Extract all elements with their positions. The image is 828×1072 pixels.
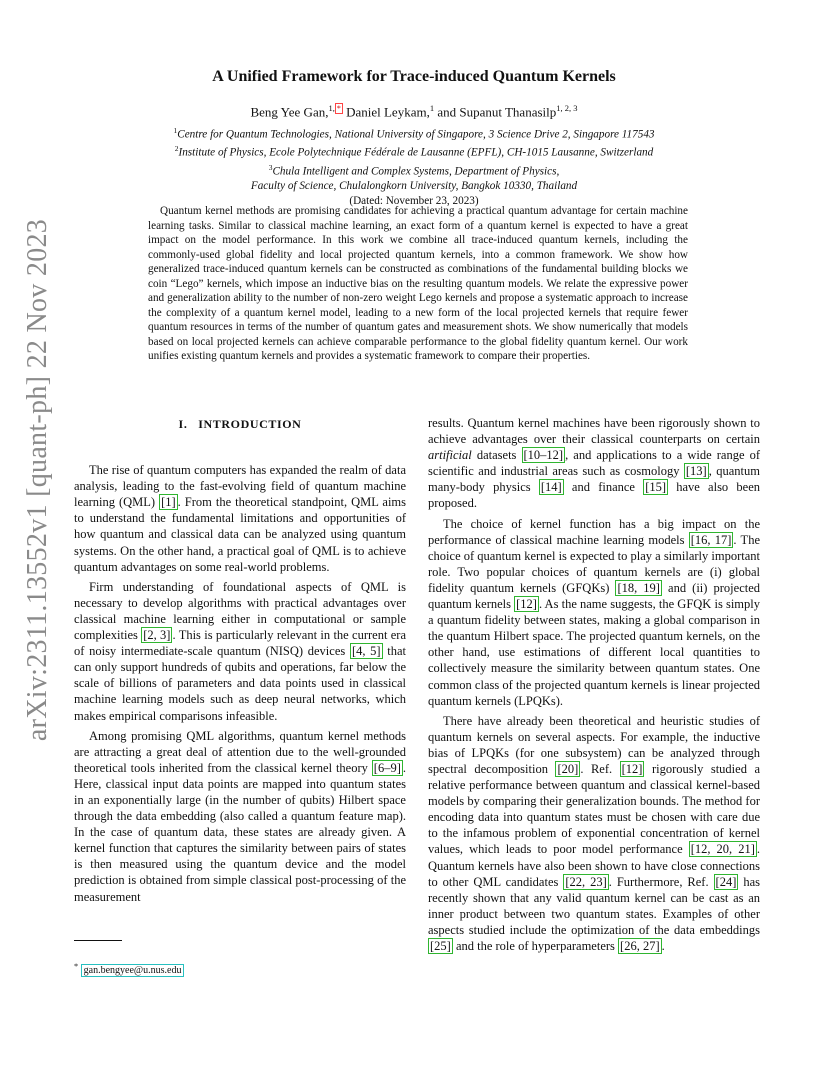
citation-link[interactable]: [14] [540, 480, 562, 495]
paper-title: A Unified Framework for Trace-induced Quantum Kernels [212, 68, 616, 85]
paragraph [74, 462, 406, 575]
author-affiliation-mark: 1, 2, 3 [556, 103, 578, 113]
paragraph [428, 415, 760, 512]
citation-link[interactable]: [1] [161, 495, 176, 510]
citation-link[interactable]: [6–9] [373, 760, 401, 775]
arxiv-identifier: arXiv:2311.13552v1 [quant-ph] 22 Nov 2023 [22, 218, 54, 742]
text-run: The choice of kernel function has a big impact on the performance of classical machine learning models [428, 516, 760, 547]
affiliation-number: 1 [173, 126, 178, 135]
citation-link[interactable]: [12] [516, 597, 537, 612]
footnote [74, 962, 184, 976]
text-run: . Quantum kernels have also been shown to have close connections to other QML candidates [428, 842, 760, 889]
text-run: . Here, classical input data points are mapped into quantum states in an exponentially large (in the number of qubits) Hilbert space through the data embedding (also called a quantum feature map). In the case of quantum data, these states are already given. A kernel function that captures the similarity between pairs of states is then measured using the quantum device and the model prediction is obtained from simple classical post-processing of the measurement [74, 760, 406, 904]
footnote-divider [74, 940, 122, 941]
right-column [428, 415, 760, 958]
author-affiliation-mark: 1 [429, 103, 435, 113]
text-run: Firm understanding of foundational aspects of QML is necessary to develop algorithms with practical advantages over classical machine learning either in computational or sample complexities [74, 579, 406, 643]
section-number: I. [178, 417, 188, 431]
emphasis-text: artificial [428, 448, 472, 463]
citation-link[interactable]: [25] [430, 939, 451, 953]
text-run: . Ref. [580, 761, 620, 776]
text-run: . [661, 939, 665, 953]
left-column [74, 415, 406, 909]
author-affiliation-mark: 1, [328, 103, 335, 113]
text-run: . As the name suggests, the GFQK is simply a quantum fidelity between states, making a global comparison in the quantum Hilbert space. The projected quantum kernels, on the other hand, use estimations of different local quantities to collectively measure the similarity between quantum states. One common class of the projected quantum kernels is linear projected quantum kernels (LPQKs). [428, 597, 760, 708]
text-run: and (ii) projected quantum kernels [428, 580, 761, 612]
citation-link[interactable]: [20] [557, 761, 579, 776]
affiliations [0, 124, 828, 208]
section-heading [74, 415, 406, 432]
citation-link[interactable]: [4, 5] [351, 644, 381, 659]
text-run: datasets [471, 448, 522, 463]
citation-link[interactable]: [26, 27] [620, 939, 660, 953]
text-run: . This is particularly relevant in the current era of noisy intermediate-scale quantum (NISQ) devices [74, 628, 407, 659]
author-name: Daniel Leykam, [342, 104, 430, 120]
author-name: Beng Yee Gan, [250, 104, 329, 120]
text-run: and the role of hyperparameters [452, 939, 619, 953]
text-run: has recently shown that any valid quantum kernel can be cast as an inner product between two quantum states. Examples of other aspects studied include the optimization of the data embeddings [428, 874, 760, 937]
text-run: that can only support hundreds of qubits and operations, far below the scale of billions of parameters and data points used in classical machine learning models such as deep neural networks, which makes empirical comparisons infeasible. [74, 644, 407, 723]
affiliation-text: Chula Intelligent and Complex Systems, Department of Physics, [272, 165, 560, 178]
affiliation-number: 2 [174, 144, 179, 154]
citation-link[interactable]: [18, 19] [617, 580, 660, 595]
date-line: (Dated: November 23, 2023) [349, 194, 479, 207]
affiliation-text: Centre for Quantum Technologies, National University of Singapore, 3 Science Drive 2, Singapore 117543 [177, 128, 655, 141]
author-name: and Supanut Thanasilp [434, 104, 557, 120]
text-run: , quantum many-body physics [428, 464, 760, 495]
affiliation-text: Institute of Physics, Ecole Polytechnique Fédérale de Lausanne (EPFL), CH-1015 Lausanne, Switzerland [178, 147, 654, 160]
abstract: Quantum kernel methods are promising candidates for achieving a practical quantum advantage for certain machine learning tasks. Similar to classical machine learning, an exact form of a quantum kernel is expected to have a great impact on the model performance. In this work we combine all trace-induced quantum kernels, including the commonly-used global fidelity and local projected quantum kernels, into a common framework. We show how generalized trace-induced quantum kernels can be constructed as combinations of the fundamental building blocks we coin “Lego” kernels, which impose an inductive bias on the resulting quantum models. We relate the expressive power and generalization ability to the number of non-zero weight Lego kernels and propose a systematic approach to increase the complexity of a quantum kernel model, leading to a new form of the local projected kernels that require fewer quantum resources in terms of the number of quantum gates and measurement shots. We show numerically that models based on local projected kernels can achieve comparable performance to the global fidelity quantum kernel. Our work unifies existing quantum kernels and provides a systematic framework to compare their properties. [148, 205, 688, 362]
paragraph [428, 516, 760, 709]
affiliation-line: Faculty of Science, Chulalongkorn University, Bangkok 10330, Thailand [250, 179, 578, 192]
paragraph [74, 579, 406, 724]
citation-link[interactable]: [13] [685, 464, 707, 479]
text-run: rigorously studied a relative performance between quantum and classical kernel-based models by comparing their generalization bounds. The method for encoding data into quantum states must be chosen with care due to the infamous problem of exponential concentration of kernel values, which leads to poor model performance [428, 761, 760, 857]
paragraph [74, 728, 406, 905]
footnote-mark: * [74, 962, 79, 971]
text-run: and finance [563, 480, 644, 495]
text-run: The rise of quantum computers has expanded the realm of data analysis, leading to the fast-evolving field of quantum machine learning (QML) [74, 463, 406, 510]
citation-link[interactable]: [2, 3] [143, 628, 171, 643]
footnote-link[interactable]: * [336, 104, 341, 113]
section-title: INTRODUCTION [198, 417, 302, 431]
author-line [0, 103, 828, 120]
citation-link[interactable]: [16, 17] [690, 532, 732, 547]
paragraph [428, 713, 760, 954]
affiliation-line [0, 124, 828, 142]
text-run: . Furthermore, Ref. [608, 874, 714, 889]
citation-link[interactable]: [10–12] [523, 448, 564, 463]
text-run: There have already been theoretical and heuristic studies of quantum kernels on several aspects. For example, the inductive bias of LPQKs (for one subsystem) can be analyzed through spectral decomposition [428, 713, 760, 776]
arxiv-watermark [18, 218, 58, 742]
affiliation-line [0, 161, 828, 179]
text-run: have also been proposed. [428, 480, 760, 511]
citation-link[interactable]: [15] [645, 480, 667, 495]
citation-link[interactable]: [12, 20, 21] [690, 842, 755, 857]
affiliation-line [0, 142, 828, 160]
citation-link[interactable]: [12] [621, 761, 643, 776]
text-run: . From the theoretical standpoint, QML aims to understand the fundamental limitations and opportunities of how quantum and classical data can be analyzed using quantum systems. On the other hand, a practical goal of QML is to achieve quantum advantages on some real-world problems. [74, 495, 406, 574]
email-link[interactable]: gan.bengyee@u.nus.edu [81, 964, 185, 977]
text-run: Among promising QML algorithms, quantum kernel methods are attracting a great deal of attention due to the well-grounded theoretical tools inherited from the classical kernel theory [74, 728, 406, 775]
affiliation-number: 3 [268, 162, 273, 172]
citation-link[interactable]: [22, 23] [565, 874, 607, 889]
text-run: results. Quantum kernel machines have been rigorously shown to achieve advantages over their classical counterparts on certain [428, 416, 760, 447]
text-run: . The choice of quantum kernel is expected to play a similarly important role. Two popular choices of quantum kernels are (i) global fidelity quantum kernels (GFQKs) [428, 532, 760, 595]
text-run: , and applications to a wide range of scientific and industrial areas such as cosmology [428, 448, 760, 479]
citation-link[interactable]: [24] [715, 874, 737, 889]
